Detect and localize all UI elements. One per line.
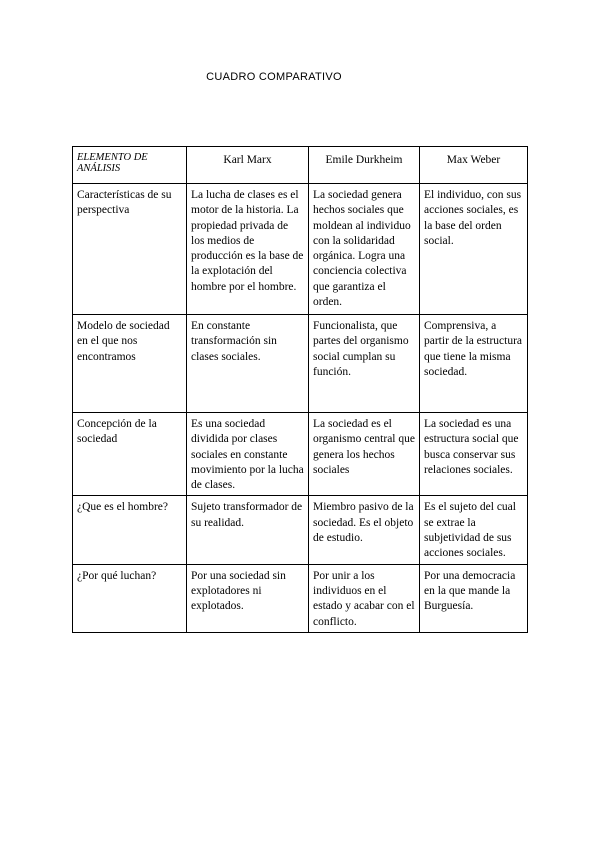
cell-weber: El individuo, con sus acciones sociales, es la base del orden social.: [420, 184, 528, 315]
cell-durkheim: La sociedad genera hechos sociales que moldean al individuo con la solidaridad orgánica. Logra una conciencia colectiva que garantiza el orden.: [309, 184, 420, 315]
header-element: ELEMENTO DE ANÁLISIS: [73, 147, 187, 184]
cell-marx: Es una sociedad dividida por clases sociales en constante movimiento por la lucha de clases.: [187, 413, 309, 496]
cell-weber: Por una democracia en la que mande la Burguesía.: [420, 564, 528, 632]
cell-durkheim: La sociedad es el organismo central que genera los hechos sociales: [309, 413, 420, 496]
cell-weber: Comprensiva, a partir de la estructura que tiene la misma sociedad.: [420, 315, 528, 413]
cell-marx: Por una sociedad sin explotadores ni explotados.: [187, 564, 309, 632]
page-title: CUADRO COMPARATIVO: [206, 71, 342, 83]
comparison-table: [72, 146, 528, 633]
table-row: [73, 413, 528, 496]
table-row: [73, 496, 528, 564]
cell-weber: Es el sujeto del cual se extrae la subjetividad de sus acciones sociales.: [420, 496, 528, 564]
cell-marx: La lucha de clases es el motor de la historia. La propiedad privada de los medios de producción es la base de la explotación del hombre por el hombre.: [187, 184, 309, 315]
table-header-row: [73, 147, 528, 184]
cell-marx: Sujeto transformador de su realidad.: [187, 496, 309, 564]
row-label: Características de su perspectiva: [73, 184, 187, 315]
row-label: ¿Que es el hombre?: [73, 496, 187, 564]
cell-durkheim: Miembro pasivo de la sociedad. Es el objeto de estudio.: [309, 496, 420, 564]
header-max-weber: Max Weber: [420, 147, 528, 184]
header-karl-marx: Karl Marx: [187, 147, 309, 184]
row-label: Modelo de sociedad en el que nos encontramos: [73, 315, 187, 413]
cell-durkheim: Por unir a los individuos en el estado y acabar con el conflicto.: [309, 564, 420, 632]
cell-marx: En constante transformación sin clases sociales.: [187, 315, 309, 413]
cell-durkheim: Funcionalista, que partes del organismo social cumplan su función.: [309, 315, 420, 413]
row-label: ¿Por qué luchan?: [73, 564, 187, 632]
header-emile-durkheim: Emile Durkheim: [309, 147, 420, 184]
table-row: [73, 184, 528, 315]
table-row: [73, 315, 528, 413]
cell-weber: La sociedad es una estructura social que busca conservar sus relaciones sociales.: [420, 413, 528, 496]
row-label: Concepción de la sociedad: [73, 413, 187, 496]
table-row: [73, 564, 528, 632]
